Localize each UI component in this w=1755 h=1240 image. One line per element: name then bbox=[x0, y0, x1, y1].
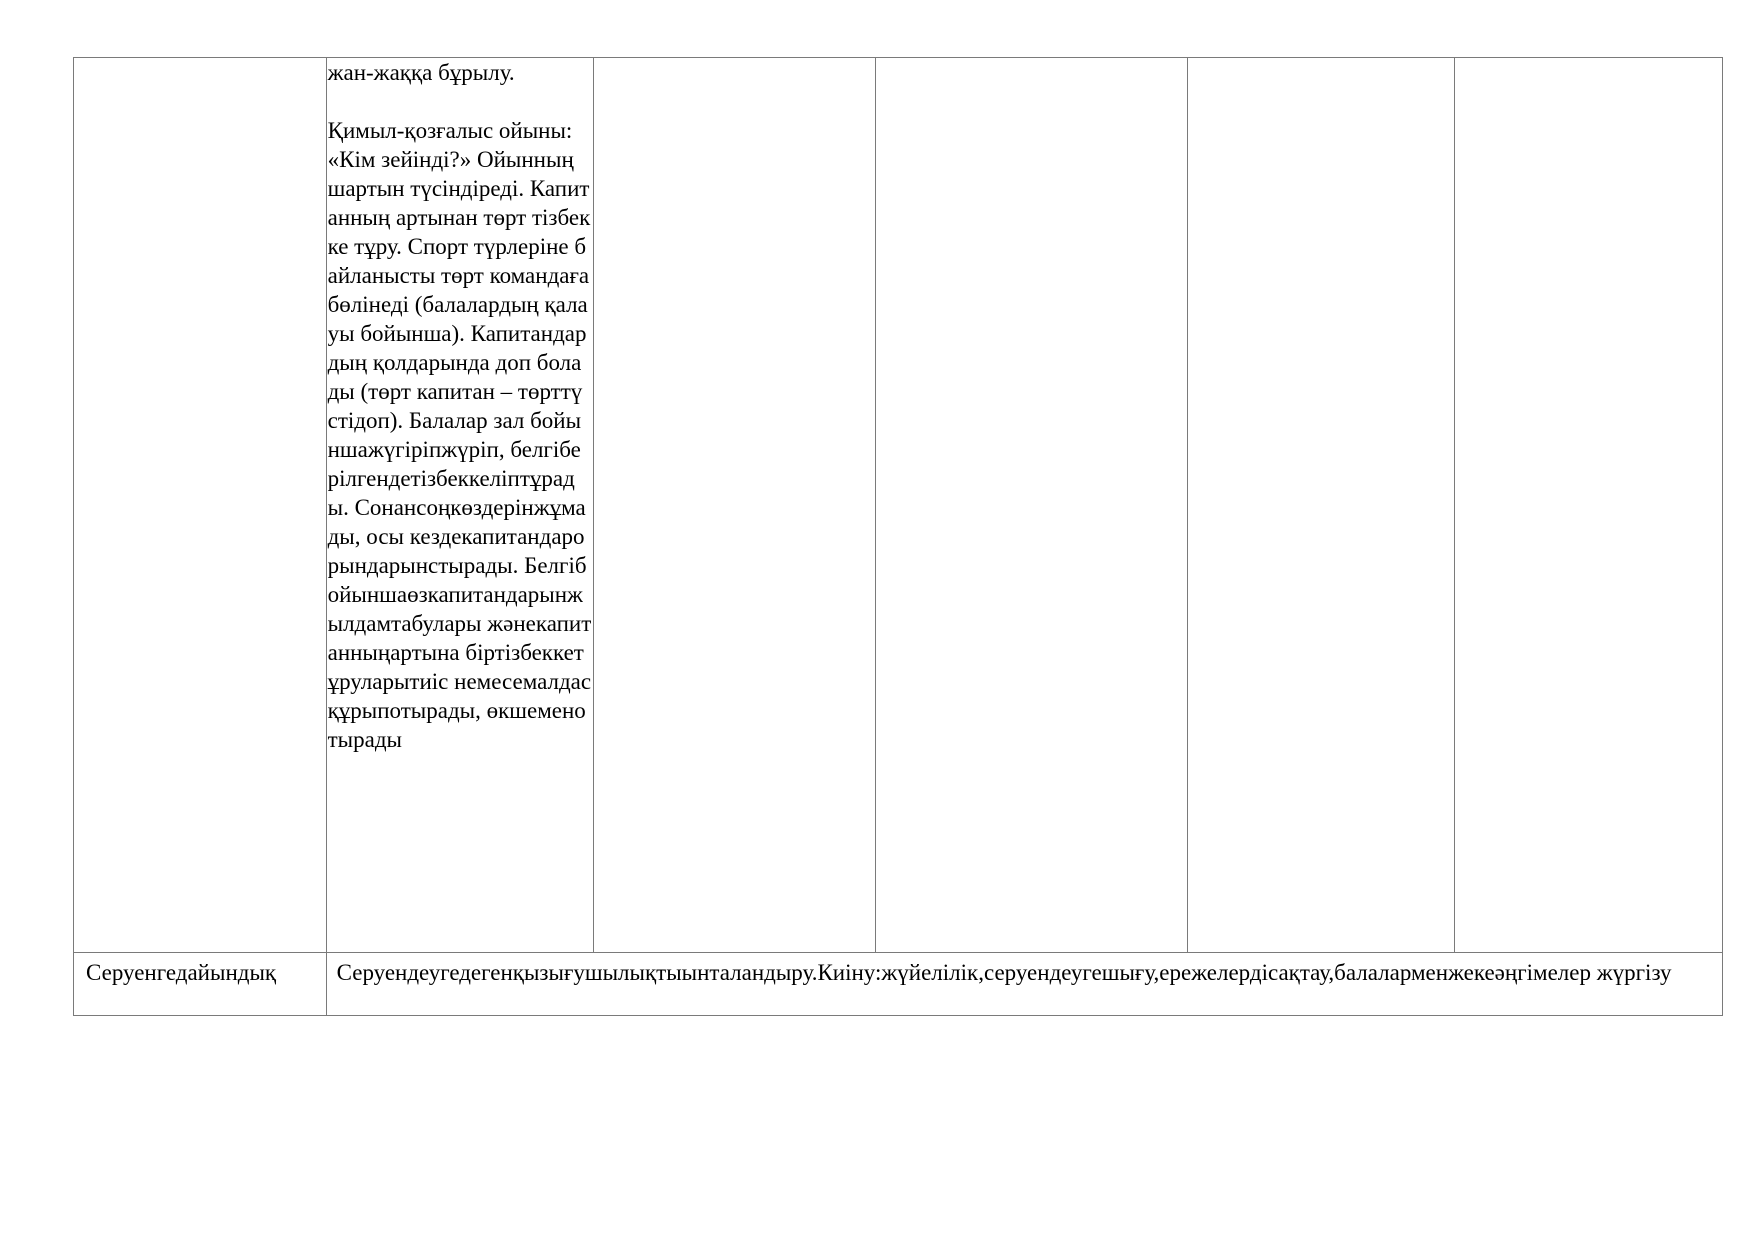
table-row-walk-prep bbox=[74, 953, 1723, 1016]
empty-cell bbox=[594, 58, 876, 953]
activity-description-cell bbox=[326, 58, 594, 953]
walk-prep-text: Серуендеугедегенқызығушылықтыынталандыру.Киіну:жүйелілік,серуендеугешығу,ережелердісақтау,балаларменжекеәңгімелер жүргізу bbox=[336, 960, 1672, 985]
walk-prep-label-cell bbox=[74, 953, 327, 1016]
game-description: Қимыл-қозғалыс ойыны: «Кім зейінді?» Ойынның шартын түсіндіреді. Капитанның артынан төрт тізбекке тұру. Спорт түрлеріне байланысты төрт командаға бөлінеді (балалардың қалауы бойынша). Капитандардың қолдарында доп болады (төрт капитан – төрттүстідоп). Балалар зал бойыншажүгіріпжүріп, белгіберілгендетізбеккеліптұрады. Сонансоңкөздерінжұмады, осы кездекапитандарорындарынстырады. Белгібойыншаөзкапитандарынжылдамтабулары жәнекапитанныңартына біртізбеккетұруларытиіс немесемалдасқұрыпотырады, өкшеменотырады bbox=[327, 118, 592, 752]
empty-cell bbox=[1187, 58, 1455, 953]
empty-cell bbox=[1455, 58, 1723, 953]
walk-prep-text-cell bbox=[326, 953, 1722, 1016]
activity-line-top: жан-жаққа бұрылу. bbox=[327, 60, 515, 85]
walk-prep-label: Серуенгедайындық bbox=[86, 960, 277, 985]
schedule-table bbox=[73, 57, 1723, 1016]
empty-cell bbox=[74, 58, 327, 953]
empty-cell bbox=[875, 58, 1187, 953]
table-row-activity bbox=[74, 58, 1723, 953]
